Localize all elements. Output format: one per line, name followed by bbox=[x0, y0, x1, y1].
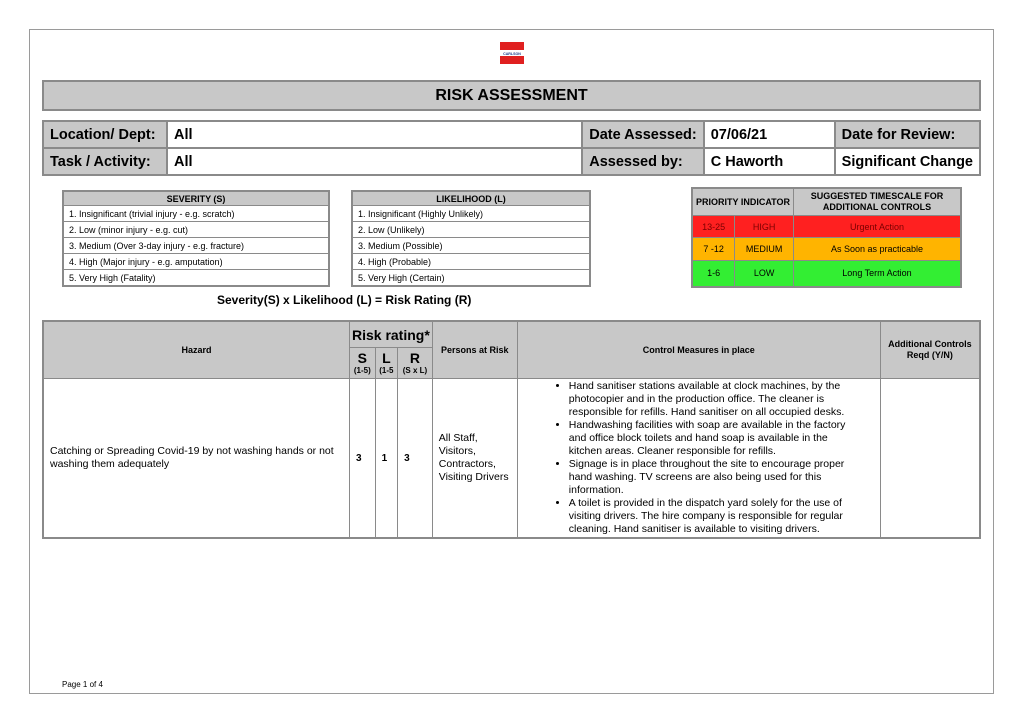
assessed-by-value: C Haworth bbox=[704, 148, 835, 175]
risk-formula: Severity(S) x Likelihood (L) = Risk Rating (R) bbox=[217, 293, 472, 307]
hazard-cell: Catching or Spreading Covid-19 by not washing hands or not washing them adequately bbox=[43, 379, 350, 539]
priority-indicator-header: PRIORITY INDICATOR bbox=[692, 188, 794, 216]
priority-action: As Soon as practicable bbox=[794, 238, 962, 261]
assessed-by-label: Assessed by: bbox=[582, 148, 703, 175]
hazard-table bbox=[42, 320, 981, 539]
list-item: • A toilet is provided in the dispatch yard solely for the use of visiting drivers. The hire company is responsible for regular cleaning. Hand sanitiser is available to visiting drivers. bbox=[569, 497, 879, 536]
priority-range: 1-6 bbox=[692, 261, 735, 287]
severity-col-header bbox=[350, 348, 376, 379]
rating-col-formula: (S x L) bbox=[402, 365, 428, 375]
likelihood-item: 5. Very High (Certain) bbox=[352, 270, 590, 287]
severity-header: SEVERITY (S) bbox=[63, 191, 329, 206]
severity-item: 2. Low (minor injury - e.g. cut) bbox=[63, 222, 329, 238]
rating-col-header bbox=[398, 348, 433, 379]
severity-item: 1. Insignificant (trivial injury - e.g. scratch) bbox=[63, 206, 329, 222]
priority-level: LOW bbox=[735, 261, 794, 287]
page-number: Page 1 of 4 bbox=[62, 680, 103, 689]
severity-item: 4. High (Major injury - e.g. amputation) bbox=[63, 254, 329, 270]
priority-range: 13-25 bbox=[692, 216, 735, 238]
priority-row-low bbox=[692, 261, 961, 287]
severity-table bbox=[62, 190, 330, 287]
likelihood-cell: 1 bbox=[375, 379, 397, 539]
date-assessed-value: 07/06/21 bbox=[704, 121, 835, 148]
company-logo bbox=[499, 41, 525, 65]
likelihood-item: 1. Insignificant (Highly Unlikely) bbox=[352, 206, 590, 222]
priority-range: 7 -12 bbox=[692, 238, 735, 261]
timescale-header: SUGGESTED TIMESCALE FOR ADDITIONAL CONTROLS bbox=[794, 188, 962, 216]
persons-header: Persons at Risk bbox=[432, 321, 517, 379]
page-title: RISK ASSESSMENT bbox=[42, 80, 981, 111]
priority-row-high bbox=[692, 216, 961, 238]
task-label: Task / Activity: bbox=[43, 148, 167, 175]
likelihood-header: LIKELIHOOD (L) bbox=[352, 191, 590, 206]
hazard-header: Hazard bbox=[43, 321, 350, 379]
likelihood-col-range: (1-5 bbox=[379, 365, 394, 375]
info-table bbox=[42, 120, 981, 176]
location-label: Location/ Dept: bbox=[43, 121, 167, 148]
additional-controls-cell bbox=[880, 379, 980, 539]
persons-cell: All Staff, Visitors, Contractors, Visiting Drivers bbox=[432, 379, 517, 539]
date-assessed-label: Date Assessed: bbox=[582, 121, 703, 148]
location-value: All bbox=[167, 121, 582, 148]
likelihood-col-header bbox=[375, 348, 397, 379]
controls-header: Control Measures in place bbox=[517, 321, 880, 379]
controls-cell bbox=[517, 379, 880, 539]
list-item: • Handwashing facilities with soap are available in the factory and office block toilets and hand soap is available in the kitchen areas. Cleaner responsible for refills. bbox=[569, 419, 879, 458]
rating-col-letter: R bbox=[409, 349, 420, 366]
severity-col-letter: S bbox=[357, 349, 367, 366]
priority-level: HIGH bbox=[735, 216, 794, 238]
likelihood-item: 4. High (Probable) bbox=[352, 254, 590, 270]
list-item: • Signage is in place throughout the site to encourage proper hand washing. TV screens are also being used for this information. bbox=[569, 458, 879, 497]
likelihood-item: 3. Medium (Possible) bbox=[352, 238, 590, 254]
priority-row-medium bbox=[692, 238, 961, 261]
likelihood-table bbox=[351, 190, 591, 287]
likelihood-item: 2. Low (Unlikely) bbox=[352, 222, 590, 238]
priority-action: Long Term Action bbox=[794, 261, 962, 287]
severity-item: 3. Medium (Over 3-day injury - e.g. fracture) bbox=[63, 238, 329, 254]
controls-list bbox=[519, 380, 879, 536]
task-value: All bbox=[167, 148, 582, 175]
severity-col-range: (1-5) bbox=[353, 365, 371, 375]
rating-cell: 3 bbox=[398, 379, 433, 539]
priority-action: Urgent Action bbox=[794, 216, 962, 238]
priority-table bbox=[691, 187, 962, 288]
severity-cell: 3 bbox=[350, 379, 376, 539]
priority-level: MEDIUM bbox=[735, 238, 794, 261]
likelihood-col-letter: L bbox=[382, 349, 391, 366]
additional-controls-header: Additional Controls Reqd (Y/N) bbox=[880, 321, 980, 379]
severity-item: 5. Very High (Fatality) bbox=[63, 270, 329, 287]
table-row bbox=[43, 379, 980, 539]
review-value: Significant Change bbox=[835, 148, 980, 175]
svg-text:CARLSON: CARLSON bbox=[503, 52, 521, 56]
list-item: • Hand sanitiser stations available at clock machines, by the photocopier and in the production office. The cleaner is responsible for refills. Hand sanitiser on all occupied desks. bbox=[569, 380, 879, 419]
risk-rating-header: Risk rating* bbox=[350, 321, 433, 348]
date-review-label: Date for Review: bbox=[835, 121, 980, 148]
